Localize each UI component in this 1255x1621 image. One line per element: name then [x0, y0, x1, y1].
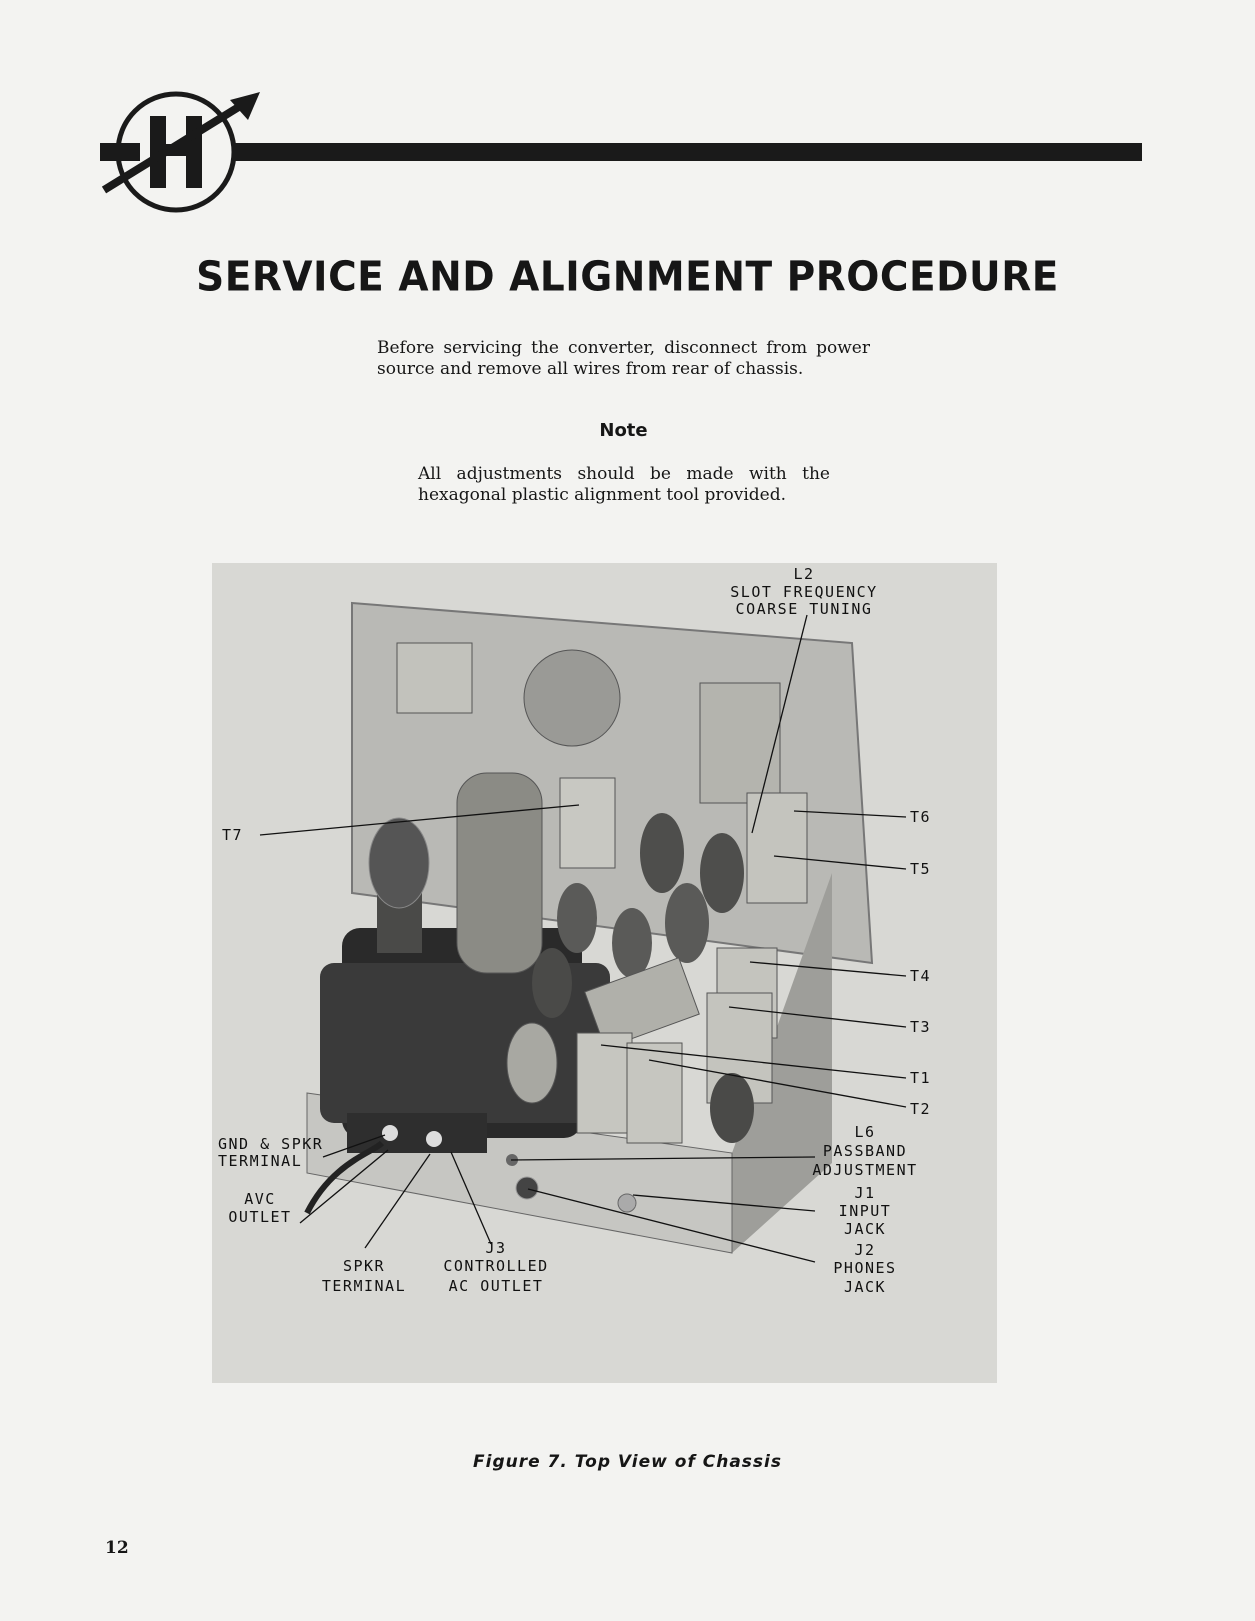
label-j1-id: J1 [854, 1184, 876, 1202]
label-spkr-line1: SPKR [342, 1257, 386, 1275]
label-l2-line1: SLOT FREQUENCY [730, 583, 878, 601]
label-j1-line1: INPUT [838, 1202, 892, 1220]
label-l6-line2: ADJUSTMENT [812, 1161, 918, 1179]
label-t1: T1 [910, 1069, 932, 1087]
label-l2-line2: COARSE TUNING [735, 600, 873, 618]
label-j3-line1: CONTROLLED [443, 1257, 549, 1275]
label-j2-line1: PHONES [833, 1259, 897, 1277]
label-t2: T2 [910, 1100, 932, 1118]
page-number: 12 [105, 1538, 129, 1558]
note-text: All adjustments should be made with the hexagonal plastic alignment tool provided. [418, 464, 830, 505]
label-j3-id: J3 [485, 1239, 507, 1257]
label-j3-line2: AC OUTLET [448, 1277, 544, 1295]
label-gnd-line1: GND & SPKR [218, 1135, 324, 1153]
label-j1-line2: JACK [843, 1220, 887, 1238]
page-title: SERVICE AND ALIGNMENT PROCEDURE [196, 253, 1059, 302]
label-l6-line1: PASSBAND [822, 1142, 908, 1160]
label-t6: T6 [910, 808, 932, 826]
chassis-figure [212, 563, 997, 1383]
label-t3: T3 [910, 1018, 932, 1036]
note-heading: Note [599, 420, 648, 441]
label-j2-id: J2 [854, 1241, 876, 1259]
label-l2-id: L2 [793, 565, 815, 583]
chassis-top-view-photo [307, 603, 872, 1253]
header-rule [234, 143, 1142, 161]
label-avc-line2: OUTLET [228, 1208, 292, 1226]
intro-paragraph: Before servicing the converter, disconnect from power source and remove all wires from rear of chassis. [377, 338, 870, 379]
label-l6-id: L6 [854, 1123, 876, 1141]
label-t7: T7 [222, 826, 244, 844]
figure-caption: Figure 7. Top View of Chassis [473, 1452, 782, 1472]
label-t4: T4 [910, 967, 932, 985]
label-t5: T5 [910, 860, 932, 878]
label-avc-line1: AVC [244, 1190, 276, 1208]
label-spkr-line2: TERMINAL [321, 1277, 407, 1295]
label-gnd-line2: TERMINAL [218, 1152, 303, 1170]
label-j2-line2: JACK [843, 1278, 887, 1296]
